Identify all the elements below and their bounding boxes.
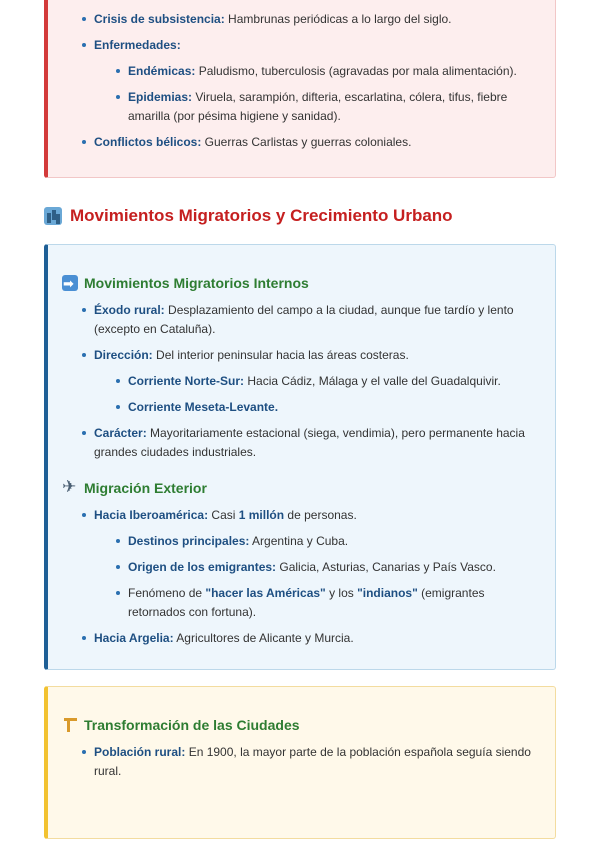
list-item: Dirección: Del interior peninsular hacia las áreas costeras. Corriente Norte-Sur: Hacia Cádiz, Málaga y el valle del Guadalquivir. Corriente Meseta-Levante. (94, 346, 539, 417)
ibero-sublist (94, 532, 539, 622)
cityscape-icon (44, 207, 62, 225)
list-item: Epidemias: Viruela, sarampión, difteria, escarlatina, cólera, tifus, fiebre amarilla (por pésima higiene y sanidad). (128, 88, 539, 126)
list-item: Enfermedades: Endémicas: Paludismo, tuberculosis (agravadas por mala alimentación). Epidemias: Viruela, sarampión, difteria, escarlatina, cólera, tifus, fiebre amarilla (por pésima higiene y sanidad). (94, 36, 539, 126)
airplane-icon (62, 480, 78, 496)
list-item: Fenómeno de "hacer las Américas" y los "indianos" (emigrantes retornados con fortuna). (128, 584, 539, 622)
internal-migration-list (62, 301, 539, 462)
list-item: Origen de los emigrantes: Galicia, Asturias, Canarias y País Vasco. (128, 558, 539, 577)
list-item: Conflictos bélicos: Guerras Carlistas y guerras coloniales. (94, 133, 539, 152)
list-item: Éxodo rural: Desplazamiento del campo a la ciudad, aunque fue tardío y lento (excepto en Cataluña). (94, 301, 539, 339)
cities-list (62, 743, 539, 781)
list-item: Hacia Iberoamérica: Casi 1 millón de personas. Destinos principales: Argentina y Cuba. Origen de los emigrantes: Galicia, Asturias, Canarias y País Vasco. Fenómeno de "hacer las Américas" y los "indianos" (emigrantes retornados con fortuna). (94, 506, 539, 622)
cities-heading: Transformación de las Ciudades (62, 715, 539, 735)
list-item: Corriente Meseta-Levante. (128, 398, 539, 417)
construction-crane-icon (62, 717, 78, 733)
disease-sublist (94, 62, 539, 126)
internal-migration-heading: ➡ Movimientos Migratorios Internos (62, 273, 539, 293)
right-arrow-icon (62, 275, 78, 291)
section-title: Movimientos Migratorios y Crecimiento Urbano (44, 204, 556, 228)
migration-box (44, 244, 556, 670)
crisis-list (62, 10, 539, 152)
list-item: Endémicas: Paludismo, tuberculosis (agravadas por mala alimentación). (128, 62, 539, 81)
direction-sublist (94, 372, 539, 417)
list-item: Población rural: En 1900, la mayor parte de la población española seguía siendo rural. (94, 743, 539, 781)
list-item: Corriente Norte-Sur: Hacia Cádiz, Málaga y el valle del Guadalquivir. (128, 372, 539, 391)
external-migration-heading: ✈ Migración Exterior (62, 478, 539, 498)
list-item: Carácter: Mayoritariamente estacional (siega, vendimia), pero permanente hacia grandes ciudades industriales. (94, 424, 539, 462)
health-crisis-box (44, 0, 556, 178)
external-migration-list (62, 506, 539, 648)
list-item: Destinos principales: Argentina y Cuba. (128, 532, 539, 551)
cities-box (44, 686, 556, 839)
list-item: Hacia Argelia: Agricultores de Alicante y Murcia. (94, 629, 539, 648)
list-item: Crisis de subsistencia: Hambrunas periódicas a lo largo del siglo. (94, 10, 539, 29)
